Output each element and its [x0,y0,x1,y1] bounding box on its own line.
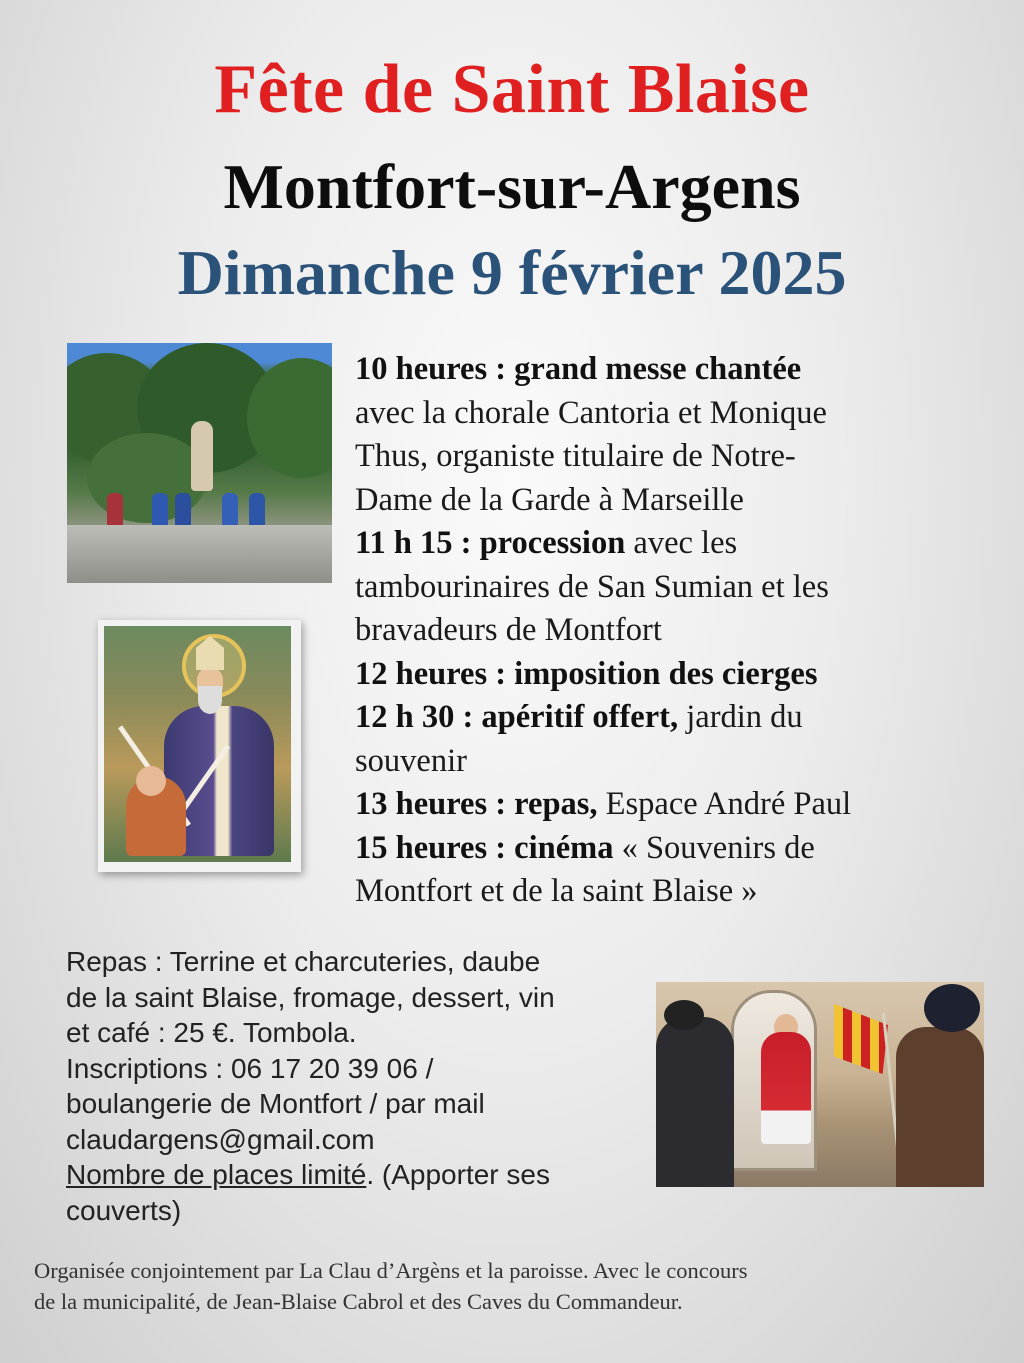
meal-text: couverts) [66,1194,182,1226]
program-item-cinema: 15 heures : cinéma « Souvenirs de [355,829,815,866]
program-item-candles: 12 heures : imposition des cierges [355,655,818,692]
program-text: tambourinaires de San Sumian et les [355,568,829,605]
program-text: souvenir [355,742,467,779]
program-text: Dame de la Garde à Marseille [355,481,744,518]
program-text: bravadeurs de Montfort [355,612,662,648]
event-date: Dimanche 9 février 2025 [177,237,847,308]
meal-text: et café : 25 €. Tombola. [66,1017,357,1048]
footer-line: de la municipalité, de Jean-Blaise Cabrol et des Caves du Commandeur. [34,1289,683,1314]
saint-blaise-painting [98,620,301,872]
meal-info [66,944,646,1228]
program-text: avec la chorale Cantoria et Monique [355,394,827,431]
event-title: Fête de Saint Blaise [214,51,810,128]
footer-line: Organisée conjointement par La Clau d’Argèns et la paroisse. Avec le concours [34,1258,748,1283]
registration-phone: Inscriptions : 06 17 20 39 06 / [66,1052,434,1084]
program-item-aperitif: 12 h 30 : apéritif offert, jardin du [355,699,803,735]
meal-text: de la saint Blaise, fromage, dessert, vin [66,981,555,1013]
program-item-meal: 13 heures : repas, Espace André Paul [355,786,852,822]
church-door-photo [656,982,984,1187]
program-item-mass: 10 heures : grand messe chantée [355,351,802,387]
limited-places: Nombre de places limité. (Apporter ses [66,1159,550,1190]
organizers-footer [34,1255,994,1317]
event-program [355,348,975,914]
meal-text: Repas : Terrine et charcuteries, daube [66,946,541,977]
registration-text: boulangerie de Montfort / par mail [66,1088,485,1119]
program-text: Montfort et de la saint Blaise » [355,873,758,909]
registration-email: claudargens@gmail.com [66,1123,375,1155]
chapel-procession-photo [67,343,332,583]
program-text: Thus, organiste titulaire de Notre- [355,438,796,474]
event-place: Montfort-sur-Argens [223,151,801,222]
program-item-procession: 11 h 15 : procession avec les [355,525,738,561]
